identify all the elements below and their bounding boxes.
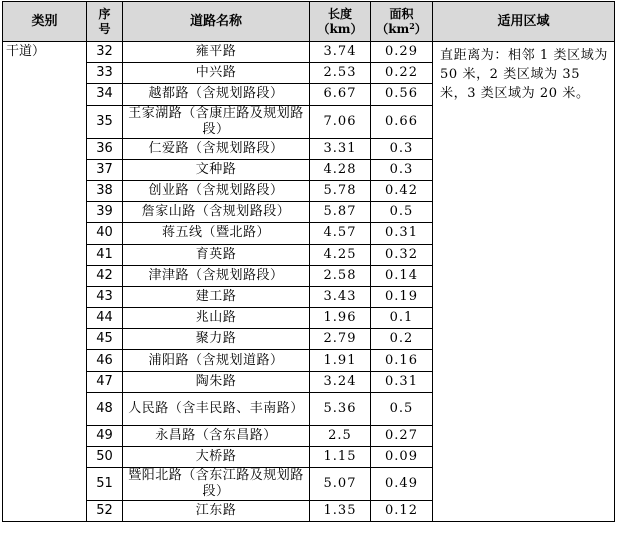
road-table — [2, 1, 615, 522]
road-name: 文种路 — [123, 159, 310, 180]
road-area: 0.5 — [371, 202, 433, 223]
row-number: 49 — [87, 425, 123, 446]
road-length: 2.53 — [310, 63, 371, 84]
road-name: 永昌路（含东昌路） — [123, 425, 310, 446]
row-number: 50 — [87, 447, 123, 468]
header-index-text: 序号 — [98, 6, 111, 36]
header-row — [3, 2, 615, 42]
road-name: 雍平路 — [123, 42, 310, 63]
road-length: 1.91 — [310, 350, 371, 371]
road-length: 5.07 — [310, 468, 371, 501]
header-area — [371, 2, 433, 42]
road-name: 浦阳路（含规划道路） — [123, 350, 310, 371]
road-area: 0.66 — [371, 105, 433, 138]
road-length: 4.25 — [310, 244, 371, 265]
road-length: 1.96 — [310, 308, 371, 329]
header-scope: 适用区域 — [433, 2, 615, 42]
header-length-label: 长度 — [327, 6, 352, 21]
road-name: 聚力路 — [123, 329, 310, 350]
row-number: 47 — [87, 371, 123, 392]
header-category: 类别 — [3, 2, 87, 42]
road-length: 3.43 — [310, 286, 371, 307]
row-number: 35 — [87, 105, 123, 138]
road-area: 0.22 — [371, 63, 433, 84]
road-length: 3.31 — [310, 138, 371, 159]
row-number: 41 — [87, 244, 123, 265]
header-area-unit: （km — [376, 21, 410, 36]
road-length: 7.06 — [310, 105, 371, 138]
road-name: 育英路 — [123, 244, 310, 265]
table-row — [3, 42, 615, 63]
road-area: 0.27 — [371, 425, 433, 446]
row-number: 48 — [87, 392, 123, 425]
road-length: 3.24 — [310, 371, 371, 392]
row-number: 40 — [87, 223, 123, 244]
row-number: 37 — [87, 159, 123, 180]
header-length — [310, 2, 371, 42]
table-body — [3, 42, 615, 522]
road-length: 2.5 — [310, 425, 371, 446]
category-cell: 干道） — [3, 42, 87, 522]
row-number: 38 — [87, 180, 123, 201]
road-name: 建工路 — [123, 286, 310, 307]
road-area: 0.42 — [371, 180, 433, 201]
road-name: 王家湖路（含康庄路及规划路段） — [123, 105, 310, 138]
road-name: 江东路 — [123, 501, 310, 522]
road-length: 2.79 — [310, 329, 371, 350]
header-index — [87, 2, 123, 42]
row-number: 45 — [87, 329, 123, 350]
road-name: 创业路（含规划路段） — [123, 180, 310, 201]
row-number: 32 — [87, 42, 123, 63]
row-number: 36 — [87, 138, 123, 159]
road-length: 6.67 — [310, 84, 371, 105]
road-name: 大桥路 — [123, 447, 310, 468]
row-number: 34 — [87, 84, 123, 105]
road-area: 0.29 — [371, 42, 433, 63]
header-road-name: 道路名称 — [123, 2, 310, 42]
road-name: 仁爱路（含规划路段） — [123, 138, 310, 159]
row-number: 51 — [87, 468, 123, 501]
road-name: 蒋五线（暨北路） — [123, 223, 310, 244]
row-number: 39 — [87, 202, 123, 223]
header-area-label: 面积 — [389, 6, 414, 21]
road-length: 1.15 — [310, 447, 371, 468]
road-area: 0.1 — [371, 308, 433, 329]
road-area: 0.31 — [371, 223, 433, 244]
road-length: 1.35 — [310, 501, 371, 522]
road-name: 兆山路 — [123, 308, 310, 329]
road-area: 0.56 — [371, 84, 433, 105]
road-area: 0.5 — [371, 392, 433, 425]
header-area-unit-sup: 2 — [409, 20, 415, 31]
road-name: 人民路（含丰民路、丰南路） — [123, 392, 310, 425]
road-length: 5.87 — [310, 202, 371, 223]
header-area-unit-close: ） — [414, 21, 427, 36]
road-area: 0.3 — [371, 138, 433, 159]
row-number: 52 — [87, 501, 123, 522]
header-length-unit: （km） — [317, 21, 363, 36]
road-length: 4.28 — [310, 159, 371, 180]
road-name: 越都路（含规划路段） — [123, 84, 310, 105]
road-area: 0.3 — [371, 159, 433, 180]
road-name: 詹家山路（含规划路段） — [123, 202, 310, 223]
row-number: 46 — [87, 350, 123, 371]
road-area: 0.19 — [371, 286, 433, 307]
road-name: 中兴路 — [123, 63, 310, 84]
road-area: 0.2 — [371, 329, 433, 350]
row-number: 42 — [87, 265, 123, 286]
row-number: 44 — [87, 308, 123, 329]
road-area: 0.16 — [371, 350, 433, 371]
road-name: 暨阳北路（含东江路及规划路段） — [123, 468, 310, 501]
road-length: 3.74 — [310, 42, 371, 63]
road-area: 0.12 — [371, 501, 433, 522]
row-number: 43 — [87, 286, 123, 307]
road-area: 0.31 — [371, 371, 433, 392]
road-name: 陶朱路 — [123, 371, 310, 392]
road-length: 5.36 — [310, 392, 371, 425]
road-area: 0.49 — [371, 468, 433, 501]
road-area: 0.14 — [371, 265, 433, 286]
road-length: 2.58 — [310, 265, 371, 286]
road-area: 0.09 — [371, 447, 433, 468]
road-name: 津津路（含规划路段） — [123, 265, 310, 286]
road-length: 4.57 — [310, 223, 371, 244]
scope-note: 直距离为：相邻 1 类区域为 50 米，2 类区域为 35 米，3 类区域为 20 米。 — [433, 42, 615, 522]
road-area: 0.32 — [371, 244, 433, 265]
row-number: 33 — [87, 63, 123, 84]
road-length: 5.78 — [310, 180, 371, 201]
